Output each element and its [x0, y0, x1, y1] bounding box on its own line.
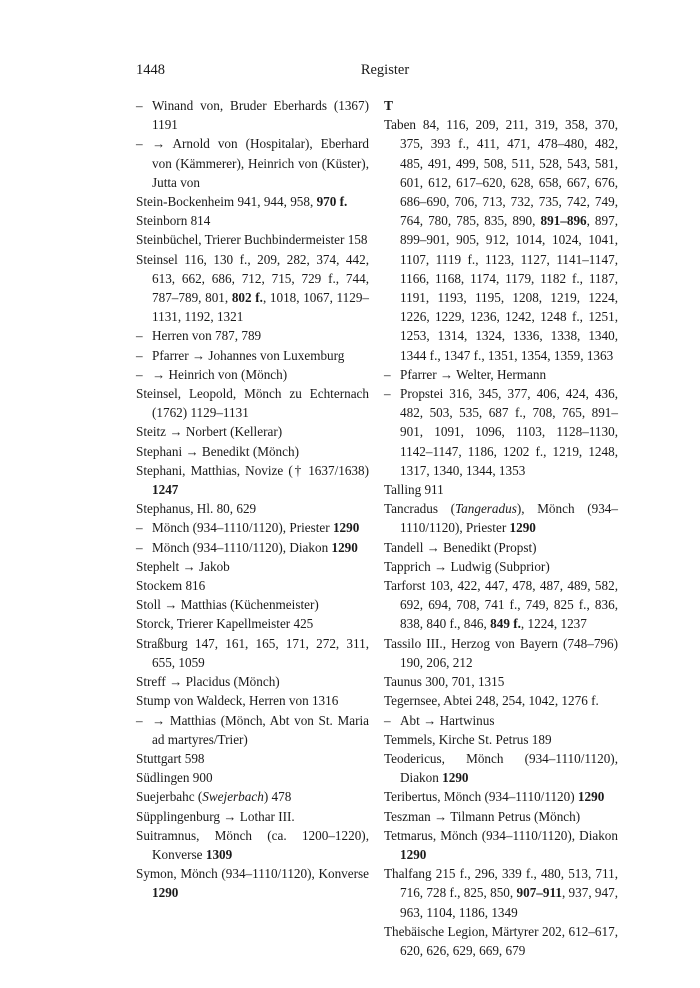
entry-text: Stephani → Benedikt (Mönch) — [136, 443, 299, 459]
entry-text: Suejerbahc ( — [136, 789, 203, 805]
entry-text: Teribertus, Mönch (934–1110/1120) — [384, 789, 578, 805]
entry-text: Stockem 816 — [136, 578, 206, 594]
register-entry — [384, 499, 618, 537]
register-entry — [136, 595, 369, 614]
entry-text: Steinsel, Leopold, Mönch zu Echternach (1762) 1129–1131 — [136, 386, 369, 421]
register-entry — [136, 576, 369, 595]
entry-text: Tandell → Benedikt (Propst) — [384, 539, 537, 555]
entry-text: , 897, 899–901, 905, 912, 1014, 1024, 1041, 1107, 1119 f., 1123, 1127, 1141–1147, 1166, 1168, 1174, 1179, 1182 f., 1187, 1191, 1193, 1195, 1208, 1219, 1224, 1226, 1229, 1236, 1242, 1248 f., 1251, 1253, 1314, 1324, 1336, 1338, 1340, 1344 f., 1347 f., 1351, 1354, 1359, 1363 — [400, 213, 619, 363]
entry-text: Thebäische Legion, Märtyrer 202, 612–617, 620, 626, 629, 669, 679 — [384, 923, 618, 958]
register-entry — [136, 230, 369, 249]
entry-text: Suitramnus, Mönch (ca. 1200–1220), Konverse — [136, 827, 369, 862]
entry-text: Herren von 787, 789 — [152, 328, 262, 344]
entry-text: Tegernsee, Abtei 248, 254, 1042, 1276 f. — [384, 693, 599, 709]
register-subentry — [136, 711, 369, 749]
register-entry — [384, 634, 618, 672]
entry-text: Talling 911 — [384, 482, 444, 498]
bold-page-reference: 1290 — [442, 770, 469, 786]
register-entry — [384, 672, 618, 691]
entry-text: → Matthias (Mönch, Abt von St. Maria ad martyres/Trier) — [152, 712, 369, 747]
entry-text: ) 478 — [263, 789, 292, 805]
register-subentry — [384, 365, 618, 384]
italic-variant-name: Swejerbach — [202, 789, 264, 805]
register-entry — [384, 480, 618, 499]
entry-text: Abt → Hartwinus — [400, 712, 495, 728]
entry-text: Steinsel 116, 130 f., 209, 282, 374, 442, 613, 662, 686, 712, 715, 729 f., 744, 787–789, 801, — [136, 251, 369, 306]
register-entry — [136, 672, 369, 691]
italic-variant-name: Tangeradus — [455, 501, 517, 517]
entry-text: Steitz → Norbert (Kellerar) — [136, 424, 283, 440]
bold-page-reference: 1290 — [152, 885, 179, 901]
page-number: 1448 — [136, 62, 165, 78]
entry-text: Stuttgart 598 — [136, 750, 205, 766]
register-entry — [136, 749, 369, 768]
register-subentry — [384, 384, 618, 480]
entry-text: → Arnold von (Hospitalar), Eberhard von (Kämmerer), Heinrich von (Küster), Jutta von — [152, 136, 369, 190]
register-subentry — [136, 134, 369, 192]
bold-page-reference: 1290 — [332, 520, 360, 536]
entry-text: Winand von, Bruder Eberhards (1367) 1191 — [152, 98, 369, 133]
register-entry — [384, 807, 618, 826]
register-entry — [136, 634, 369, 672]
entry-text: Steinbüchel, Trierer Buchbindermeister 158 — [136, 232, 368, 248]
entry-text: Streff → Placidus (Mönch) — [136, 674, 280, 690]
register-subentry — [136, 365, 369, 384]
register-entry — [384, 538, 618, 557]
entry-text: , 937, 947, 963, 1104, 1186, 1349 — [400, 885, 618, 920]
entry-text: Tarforst 103, 422, 447, 478, 487, 489, 582, 692, 694, 708, 741 f., 749, 825 f., 836, 838, 840 f., 846, — [384, 578, 618, 632]
entry-text: Tetmarus, Mönch (934–1110/1120), Diakon — [384, 827, 618, 843]
register-entry — [384, 115, 618, 365]
entry-text: Stephanus, Hl. 80, 629 — [136, 501, 257, 517]
entry-text: → Heinrich von (Mönch) — [152, 366, 288, 382]
register-entry — [384, 826, 618, 864]
register-entry — [136, 864, 369, 902]
entry-text: Tapprich → Ludwig (Subprior) — [384, 558, 550, 574]
register-entry — [136, 192, 369, 211]
register-column-left — [136, 96, 369, 903]
entry-text: Tassilo III., Herzog von Bayern (748–796) 190, 206, 212 — [384, 635, 618, 670]
entry-text: Stephelt → Jakob — [136, 558, 230, 574]
entry-text: Storck, Trierer Kapellmeister 425 — [136, 616, 314, 632]
entry-text: , 1018, 1067, 1129–1131, 1192, 1321 — [152, 290, 370, 325]
entry-text: Mönch (934–1110/1120), Diakon — [152, 539, 332, 555]
register-entry — [136, 614, 369, 633]
register-entry — [136, 211, 369, 230]
register-entry — [136, 787, 369, 806]
register-entry — [136, 442, 369, 461]
register-entry — [136, 250, 369, 327]
entry-text: Symon, Mönch (934–1110/1120), Konverse — [136, 866, 369, 882]
entry-text: Thalfang 215 f., 296, 339 f., 480, 513, 711, 716, 728 f., 825, 850, — [384, 866, 618, 901]
entry-text: Stephani, Matthias, Novize († 1637/1638) — [136, 462, 369, 478]
entry-text: Teszman → Tilmann Petrus (Mönch) — [384, 808, 581, 824]
register-entry — [136, 807, 369, 826]
register-entry — [136, 384, 369, 422]
entry-text: Temmels, Kirche St. Petrus 189 — [384, 731, 552, 747]
register-entry — [136, 422, 369, 441]
entry-text: , 1224, 1237 — [520, 616, 587, 632]
entry-text: Propstei 316, 345, 377, 406, 424, 436, 482, 503, 535, 687 f., 708, 765, 891–901, 1091, 1096, 1103, 1128–1130, 1142–1147, 1186, 1202 f., 1219, 1248, 1317, 1340, 1344, 1353 — [400, 386, 618, 478]
bold-page-reference: 1290 — [400, 846, 427, 862]
register-entry — [384, 864, 618, 922]
bold-page-reference: 891–896 — [540, 213, 587, 229]
register-subentry — [136, 538, 369, 557]
register-entry — [384, 922, 618, 960]
register-entry — [136, 691, 369, 710]
bold-page-reference: 1290 — [509, 520, 536, 536]
entry-text: Tancradus ( — [384, 501, 456, 517]
entry-text: Steinborn 814 — [136, 213, 211, 229]
entry-text: ), Mönch (934–1110/1120), Priester — [400, 501, 618, 536]
register-subentry — [136, 96, 369, 134]
entry-text: Taben 84, 116, 209, 211, 319, 358, 370, 375, 393 f., 411, 471, 478–480, 482, 485, 491, 499, 508, 511, 528, 543, 581, 601, 612, 617–620, 628, 658, 667, 676, 686–690, 706, 713, 732, 735, 742, 749, 764, 780, 785, 835, 890, — [384, 117, 618, 229]
register-subentry — [136, 346, 369, 365]
bold-page-reference: 970 f. — [316, 194, 348, 210]
register-entry — [136, 461, 369, 499]
entry-text: Südlingen 900 — [136, 770, 213, 786]
register-entry — [384, 749, 618, 787]
register-entry — [384, 787, 618, 806]
register-column-right — [384, 96, 618, 960]
entry-text: Teodericus, Mönch (934–1110/1120), Diakon — [384, 750, 618, 786]
register-entry — [384, 730, 618, 749]
register-entry — [384, 691, 618, 710]
bold-page-reference: 1309 — [205, 846, 233, 862]
running-head: Register — [360, 62, 410, 78]
register-subentry — [136, 518, 369, 537]
register-subentry — [136, 326, 369, 345]
register-entry — [136, 826, 369, 864]
register-entry — [384, 576, 618, 634]
bold-page-reference: 1290 — [331, 539, 358, 555]
entry-text: Pfarrer → Johannes von Luxemburg — [152, 347, 345, 363]
entry-text: Pfarrer → Welter, Hermann — [400, 366, 547, 382]
letter-heading: T — [384, 98, 394, 113]
entry-text: Stump von Waldeck, Herren von 1316 — [136, 693, 339, 709]
entry-text: Mönch (934–1110/1120), Priester — [152, 520, 333, 536]
bold-page-reference: 849 f. — [490, 616, 521, 632]
register-entry — [136, 557, 369, 576]
entry-text: Straßburg 147, 161, 165, 171, 272, 311, 655, 1059 — [136, 635, 369, 670]
register-subentry — [384, 711, 618, 730]
register-entry — [136, 768, 369, 787]
bold-page-reference: 802 f. — [231, 290, 263, 306]
register-entry — [136, 499, 369, 518]
entry-text: Taunus 300, 701, 1315 — [384, 674, 505, 690]
entry-text: Stein-Bockenheim 941, 944, 958, — [136, 194, 317, 210]
bold-page-reference: 1290 — [577, 789, 605, 805]
bold-page-reference: 1247 — [152, 482, 179, 498]
bold-page-reference: 907–911 — [516, 885, 562, 901]
register-entry — [384, 557, 618, 576]
entry-text: Stoll → Matthias (Küchenmeister) — [136, 597, 319, 613]
entry-text: Süpplingenburg → Lothar III. — [136, 808, 295, 824]
